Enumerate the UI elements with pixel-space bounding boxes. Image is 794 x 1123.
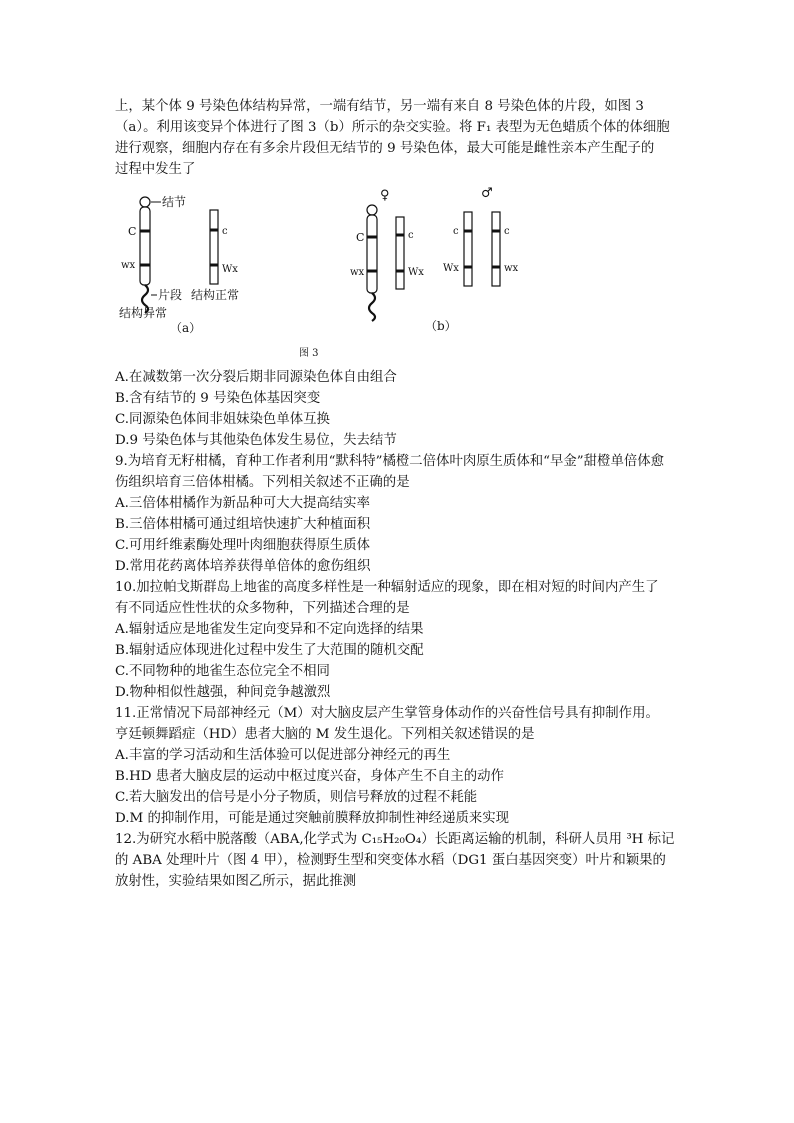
q9-option-d: D.常用花药离体培养获得单倍体的愈伤组织 — [115, 559, 371, 574]
q11-option-a: A.丰富的学习活动和生活体验可以促进部分神经元的再生 — [115, 748, 451, 763]
q9-stem — [115, 451, 685, 493]
female-gene-Wx: Wx — [408, 267, 424, 278]
q10-line: 有不同适应性性状的众多物种，下列描述合理的是 — [115, 601, 410, 616]
q9-option-a: A.三倍体柑橘作为新品种可大大提高结实率 — [115, 496, 370, 511]
panel-a-normal-chromosome — [210, 210, 218, 284]
q9-option-c: C.可用纤维素酶处理叶肉细胞获得原生质体 — [115, 538, 371, 553]
panel-b-female-normal-chromosome — [396, 217, 404, 289]
q8-line: 上，某个体 9 号染色体结构异常，一端有结节，另一端有来自 8 号染色体的片段，如图 3 — [115, 99, 644, 114]
figure-caption: 图 3 — [299, 348, 319, 359]
q8-option-d: D.9 号染色体与其他染色体发生易位，失去结节 — [115, 433, 397, 448]
panel-b-male-chromosome-1 — [464, 212, 472, 286]
q10-stem — [115, 577, 685, 619]
q10-option-a: A.辐射适应是地雀发生定向变异和不定向选择的结果 — [115, 622, 424, 637]
q8-option-c: C.同源染色体间非姐妹染色单体互换 — [115, 412, 330, 427]
q8-stem — [115, 96, 685, 180]
q10-line: 10.加拉帕戈斯群岛上地雀的高度多样性是一种辐射适应的现象，即在相对短的时间内产生了 — [115, 580, 659, 595]
q12-line: 的 ABA 处理叶片（图 4 甲），检测野生型和突变体水稻（DG1 蛋白基因突变）叶片和颖果的 — [115, 853, 666, 868]
female-gene-C: C — [356, 231, 365, 244]
female-symbol: ♀ — [380, 188, 390, 203]
gene-c-label: c — [222, 226, 228, 237]
q10-option-d: D.物种相似性越强，种间竞争越激烈 — [115, 685, 331, 700]
female-gene-wx: wx — [350, 267, 365, 278]
q11-option-c: C.若大脑发出的信号是小分子物质，则信号释放的过程不耗能 — [115, 790, 478, 805]
panel-b-label: （b） — [425, 319, 457, 333]
gene-Wx-label: Wx — [222, 264, 238, 275]
q10-option-b: B.辐射适应体现进化过程中发生了大范围的随机交配 — [115, 643, 424, 658]
q11-option-b: B.HD 患者大脑皮层的运动中枢过度兴奋，身体产生不自主的动作 — [115, 769, 504, 784]
q9-option-b: B.三倍体柑橘可通过组培快速扩大种植面积 — [115, 517, 371, 532]
q10-option-c: C.不同物种的地雀生态位完全不相同 — [115, 664, 330, 679]
panel-b-male-chromosome-2 — [492, 212, 500, 286]
q12-stem — [115, 829, 685, 892]
fragment-label: 片段 — [158, 288, 183, 302]
female-gene-c: c — [408, 230, 414, 241]
abnormal-label: 结构异常 — [119, 306, 168, 320]
gene-wx-label: wx — [121, 260, 136, 271]
q11-option-d: D.M 的抑制作用，可能是通过突触前膜释放抑制性神经递质来实现 — [115, 811, 510, 826]
q9-line: 9.为培育无籽柑橘，育种工作者利用“默科特”橘橙二倍体叶肉原生质体和“早金”甜橙单倍体愈 — [115, 454, 664, 469]
male-gene-wx: wx — [504, 263, 519, 274]
q9-line: 伤组织培育三倍体柑橘。下列相关叙述不正确的是 — [115, 475, 410, 490]
male-symbol: ♂ — [481, 186, 493, 201]
q11-stem — [115, 703, 685, 745]
figure-3-chromosome-diagram — [115, 185, 635, 365]
q12-line: 12.为研究水稻中脱落酸（ABA,化学式为 C₁₅H₂₀O₄）长距离运输的机制，科研人员用 ³H 标记 — [115, 832, 675, 847]
panel-b-female-abnormal-chromosome — [367, 205, 377, 321]
panel-a-label: （a） — [170, 321, 202, 335]
normal-label: 结构正常 — [191, 288, 240, 302]
q8-option-b: B.含有结节的 9 号染色体基因突变 — [115, 391, 321, 406]
q12-line: 放射性，实验结果如图乙所示，据此推测 — [115, 874, 357, 889]
q8-option-a: A.在减数第一次分裂后期非同源染色体自由组合 — [115, 370, 397, 385]
q8-line: （a）。利用该变异个体进行了图 3（b）所示的杂交实验。将 F₁ 表型为无色蜡质个体的体细胞 — [115, 120, 670, 135]
male-gene-Wx: Wx — [443, 263, 459, 274]
q8-line: 过程中发生了 — [115, 162, 196, 177]
q11-line: 亨廷顿舞蹈症（HD）患者大脑的 M 发生退化。下列相关叙述错误的是 — [115, 727, 535, 742]
q11-line: 11.正常情况下局部神经元（M）对大脑皮层产生掌管身体动作的兴奋性信号具有抑制作用。 — [115, 706, 659, 721]
male-gene-c-1: c — [453, 226, 459, 237]
knob-label: 结节 — [162, 195, 187, 209]
gene-C-label: C — [128, 225, 137, 238]
q8-line: 进行观察，细胞内存在有多余片段但无结节的 9 号染色体，最大可能是雌性亲本产生配子的 — [115, 141, 655, 156]
male-gene-c-2: c — [504, 226, 510, 237]
